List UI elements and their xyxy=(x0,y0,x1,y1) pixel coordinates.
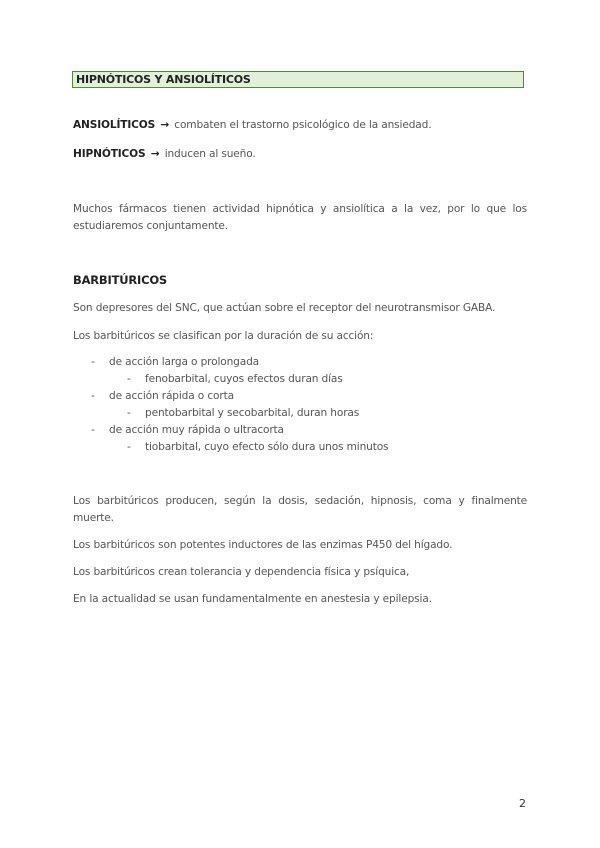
list-item-example: tiobarbital, cuyo efecto sólo dura unos minutos xyxy=(145,441,389,453)
list-marker: - xyxy=(127,441,131,453)
list-item-class: de acción larga o prolongada xyxy=(109,356,259,368)
list-marker: - xyxy=(127,407,131,419)
list-item-class: de acción rápida o corta xyxy=(109,390,234,402)
usage-paragraph: En la actualidad se usan fundamentalmente en anestesia y epilepsia. xyxy=(73,593,432,605)
intro-paragraph: Muchos fármacos tienen actividad hipnótica y ansiolítica a la vez, por lo que los estudiaremos conjuntamente. xyxy=(73,203,527,232)
definition-hipnoticos xyxy=(73,148,256,160)
definition-term: HIPNÓTICOS xyxy=(73,148,146,160)
enzymes-paragraph: Los barbitúricos son potentes inductores de las enzimas P450 del hígado. xyxy=(73,539,453,551)
effects-paragraph: Los barbitúricos producen, según la dosis, sedación, hipnosis, coma y finalmente muerte. xyxy=(73,495,527,524)
list-marker: - xyxy=(91,390,95,402)
arrow-icon: → xyxy=(160,119,170,131)
definition-ansioliticos xyxy=(73,119,431,131)
section-title: BARBITÚRICOS xyxy=(73,273,167,287)
definition-term: ANSIOLÍTICOS xyxy=(73,119,156,131)
list-item-example: pentobarbital y secobarbital, duran horas xyxy=(145,407,360,419)
page-title: HIPNÓTICOS Y ANSIOLÍTICOS xyxy=(76,73,251,86)
list-marker: - xyxy=(91,424,95,436)
definition-text: combaten el trastorno psicológico de la ansiedad. xyxy=(174,119,432,131)
tolerance-paragraph: Los barbitúricos crean tolerancia y dependencia física y psíquica, xyxy=(73,566,410,578)
arrow-icon: → xyxy=(150,148,160,160)
section-description: Son depresores del SNC, que actúan sobre el receptor del neurotransmisor GABA. xyxy=(73,302,496,314)
classification-intro: Los barbitúricos se clasifican por la duración de su acción: xyxy=(73,330,374,342)
list-item-example: fenobarbital, cuyos efectos duran días xyxy=(145,373,343,385)
list-marker: - xyxy=(127,373,131,385)
page-number: 2 xyxy=(519,797,526,810)
definition-text: inducen al sueño. xyxy=(164,148,256,160)
list-marker: - xyxy=(91,356,95,368)
title-box xyxy=(72,71,524,88)
list-item-class: de acción muy rápida o ultracorta xyxy=(109,424,284,436)
